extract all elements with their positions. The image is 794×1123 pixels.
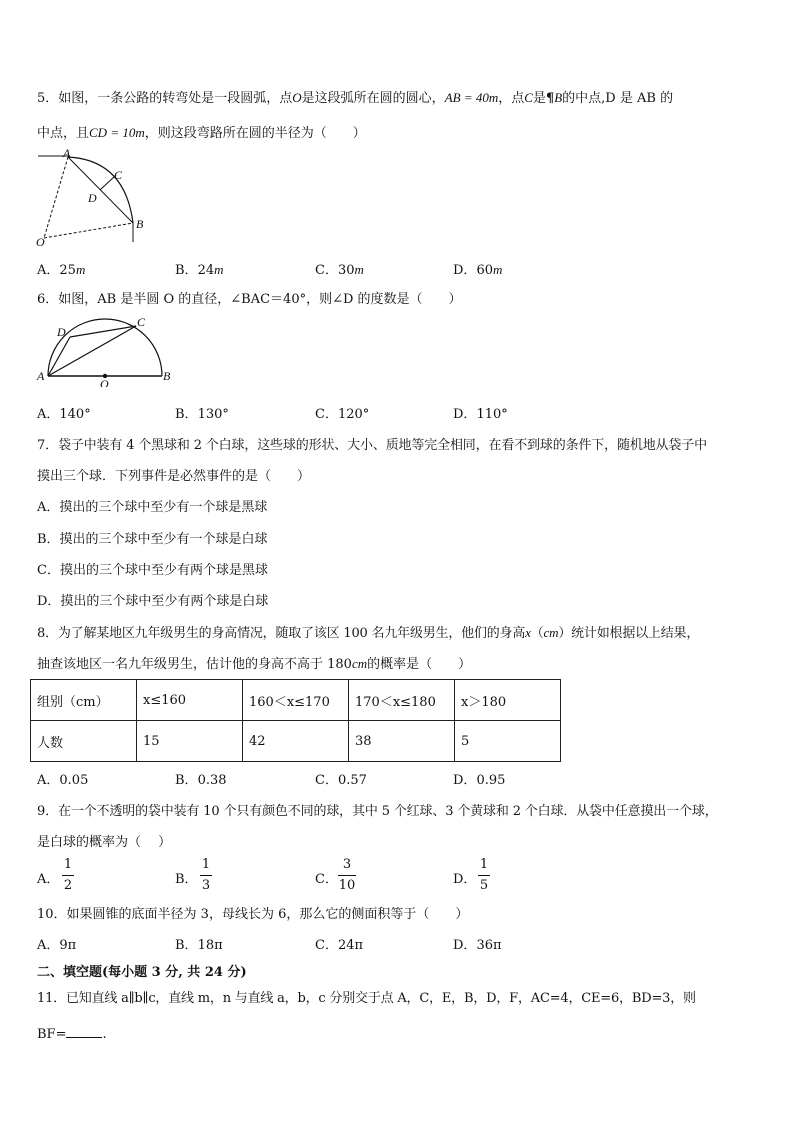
q9-option-d-fraction: 1 5 <box>479 857 489 893</box>
table-cell: 15 <box>137 721 243 762</box>
q5-option-c: C．30m <box>315 262 364 278</box>
q9-option-c-fraction: 3 10 <box>338 857 356 893</box>
table-cell: 160＜x≤170 <box>243 680 349 721</box>
q7-line1: 7．袋子中装有 4 个黑球和 2 个白球，这些球的形状、大小、质地等完全相同，在看不到球的条件下，随机地从袋子中 <box>37 438 707 453</box>
q10-option-b: B．18π <box>175 938 223 953</box>
q6-stem: 6．如图，AB 是半圆 O 的直径，∠BAC＝40°，则∠D 的度数是（ ） <box>37 292 462 307</box>
q8-table <box>30 679 561 762</box>
q5-arc-b: B <box>554 90 563 105</box>
table-cell: 38 <box>349 721 455 762</box>
q10-option-d: D．36π <box>453 938 502 953</box>
q6-figure <box>32 312 177 391</box>
q6-diagram <box>32 312 177 387</box>
q5-label-D: D <box>88 191 97 205</box>
q7-option-b: B．摸出的三个球中至少有一个球是白球 <box>37 532 268 547</box>
q6-option-a: A．140° <box>37 407 91 422</box>
q5-label-O: O <box>36 235 45 249</box>
q5-option-a: A．25m <box>37 262 86 278</box>
q6-option-d: D．110° <box>453 407 508 422</box>
q8-option-b: B．0.38 <box>175 773 227 788</box>
table-cell: 42 <box>243 721 349 762</box>
q5-equation-ab: AB = 40m <box>444 90 499 105</box>
q6-label-D: D <box>57 325 66 339</box>
q11-bf-label: BF= <box>37 1027 67 1042</box>
q5-arc-glyph: ¶ <box>545 91 555 106</box>
q8-option-c: C．0.57 <box>315 773 367 788</box>
table-cell: x≤160 <box>137 680 243 721</box>
q5-text: 中点，且 <box>37 126 90 141</box>
q8-option-d: D．0.95 <box>453 773 506 788</box>
q6-label-O: O <box>100 377 109 387</box>
q11-answer-blank[interactable] <box>66 1025 102 1038</box>
q8-line2: 抽查该地区一名九年级男生，估计他的身高不高于 180cm的概率是（ ） <box>37 656 472 672</box>
q6-label-C: C <box>137 315 146 329</box>
q5-line1 <box>37 89 673 108</box>
table-cell: 组别（cm） <box>31 680 137 721</box>
q5-text: ，点 <box>498 91 525 106</box>
q7-option-d: D．摸出的三个球中至少有两个球是白球 <box>37 594 269 609</box>
q9-line2: 是白球的概率为（ ） <box>37 835 172 850</box>
section-title-fill-in: 二、填空题(每小题 3 分, 共 24 分) <box>37 965 247 980</box>
q5-text: 是这段弧所在圆的圆心， <box>301 91 445 106</box>
q5-text: 5．如图，一条公路的转弯处是一段圆弧，点 <box>37 91 293 106</box>
q9-option-c-key: C． <box>315 872 338 887</box>
q5-label-B: B <box>136 217 144 231</box>
table-cell: x＞180 <box>455 680 561 721</box>
q5-figure <box>30 145 160 259</box>
q5-equation-cd: CD = 10m <box>89 125 145 140</box>
q10-option-c: C．24π <box>315 938 364 953</box>
q8-line1: 8．为了解某地区九年级男生的身高情况，随取了该区 100 名九年级男生，他们的身高x（cm）统计如根据以上结果， <box>37 625 700 641</box>
q5-text: 是 <box>532 91 546 106</box>
table-cell: 5 <box>455 721 561 762</box>
q5-option-b: B．24m <box>175 262 224 278</box>
q5-label-C: C <box>114 168 123 182</box>
q5-text: ，则这段弯路所在圆的半径为（ ） <box>144 126 366 141</box>
q5-point-C: C <box>524 90 533 105</box>
table-row <box>31 721 561 762</box>
q6-label-A: A <box>37 369 45 383</box>
q10-stem: 10．如果圆锥的底面半径为 3，母线长为 6，那么它的侧面积等于（ ） <box>37 907 469 922</box>
table-cell: 人数 <box>31 721 137 762</box>
q7-option-c: C．摸出的三个球中至少有两个球是黑球 <box>37 563 268 578</box>
q9-option-b-fraction: 1 3 <box>201 857 211 893</box>
q9-option-a-fraction: 1 2 <box>63 857 73 893</box>
table-cell: 170＜x≤180 <box>349 680 455 721</box>
q11-line1: 11．已知直线 a∥b∥c，直线 m，n 与直线 a，b，c 分别交于点 A，C，E，B，D，F，AC=4，CE=6，BD=3，则 <box>37 991 696 1006</box>
q9-option-a-key: A． <box>37 872 60 887</box>
q7-option-a: A．摸出的三个球中至少有一个球是黑球 <box>37 500 268 515</box>
q9-line1: 9．在一个不透明的袋中装有 10 个只有颜色不同的球，其中 5 个红球、3 个黄球和 2 个白球．从袋中任意摸出一个球， <box>37 804 718 819</box>
q5-option-d: D．60m <box>453 262 503 278</box>
q6-label-B: B <box>163 369 171 383</box>
q9-option-d-key: D． <box>453 872 477 887</box>
q5-line2 <box>37 124 366 143</box>
q5-label-A: A <box>63 146 71 160</box>
q10-option-a: A．9π <box>37 938 77 953</box>
q6-option-b: B．130° <box>175 407 229 422</box>
q11-line2: BF= . <box>37 1027 107 1042</box>
q5-diagram <box>30 145 160 255</box>
q5-text: 的中点,D 是 AB 的 <box>562 91 674 106</box>
q7-line2: 摸出三个球．下列事件是必然事件的是（ ） <box>37 469 311 484</box>
q6-option-c: C．120° <box>315 407 370 422</box>
q9-option-b-key: B． <box>175 872 198 887</box>
table-row <box>31 680 561 721</box>
q5-point-O: O <box>292 90 302 105</box>
q8-option-a: A．0.05 <box>37 773 89 788</box>
